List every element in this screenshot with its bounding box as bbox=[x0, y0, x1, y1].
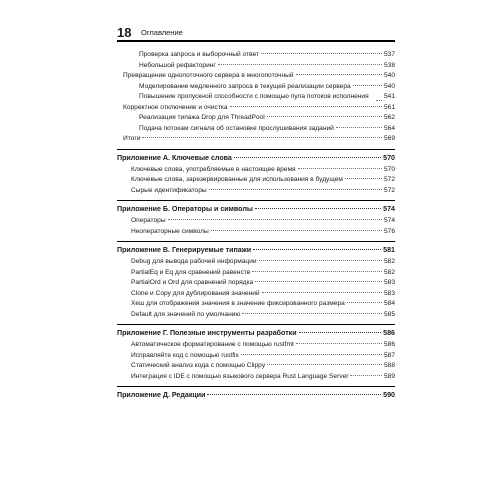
toc-entry-page: 561 bbox=[383, 103, 395, 111]
table-of-contents bbox=[117, 50, 395, 402]
toc-entry bbox=[117, 278, 395, 289]
toc-entry-title: Ключевые слова, употребляемые в настоящее время bbox=[131, 165, 296, 173]
page-header bbox=[117, 24, 395, 42]
toc-entry bbox=[117, 165, 395, 176]
toc-entry-title: Итоги bbox=[123, 135, 141, 142]
toc-entry-title: Операторы bbox=[131, 217, 166, 224]
toc-entry bbox=[117, 113, 395, 124]
toc-entry-page: 538 bbox=[383, 61, 395, 69]
dot-leader bbox=[207, 394, 381, 395]
toc-entry-page: 572 bbox=[383, 186, 395, 194]
toc-entry-page: 586 bbox=[383, 329, 395, 337]
toc-entry bbox=[117, 134, 395, 145]
toc-entry-page: 540 bbox=[383, 72, 395, 79]
dot-leader bbox=[267, 116, 382, 117]
toc-entry-title: Автоматическое форматирование с помощью rustfmt bbox=[131, 341, 294, 348]
dot-leader bbox=[242, 313, 382, 314]
toc-entry-page: 588 bbox=[383, 362, 395, 369]
toc-entry-title: Default для значений по умолчанию bbox=[131, 310, 241, 318]
dot-leader bbox=[218, 64, 382, 65]
dot-leader bbox=[241, 354, 382, 355]
toc-entry-title: Сырые идентификаторы bbox=[131, 186, 207, 194]
dot-leader bbox=[299, 332, 382, 333]
toc-entry bbox=[117, 61, 395, 72]
toc-entry-page: 570 bbox=[383, 153, 395, 162]
toc-entry-page: 589 bbox=[383, 372, 395, 380]
dot-leader bbox=[298, 168, 382, 169]
dot-leader bbox=[261, 53, 382, 54]
toc-entry-title: Реализация типажа Drop для ThreadPool bbox=[139, 114, 265, 121]
toc-entry-title: Clone и Copy для дублирования значений bbox=[131, 289, 260, 297]
toc-appendix-entry bbox=[117, 386, 395, 402]
toc-entry-title: Превращение однопоточного сервера в многопоточный bbox=[123, 72, 294, 79]
dot-leader bbox=[253, 249, 381, 250]
toc-entry bbox=[117, 175, 395, 186]
toc-entry-page: 582 bbox=[383, 268, 395, 276]
dot-leader bbox=[211, 230, 382, 231]
dot-leader bbox=[267, 364, 382, 365]
toc-entry-title: Проверка запроса и выборочный ответ bbox=[139, 51, 259, 58]
dot-leader bbox=[209, 189, 382, 190]
dot-leader bbox=[255, 208, 381, 209]
toc-entry bbox=[117, 351, 395, 362]
dot-leader bbox=[296, 74, 382, 75]
dot-leader bbox=[296, 343, 382, 344]
dot-leader bbox=[347, 302, 382, 303]
dot-leader bbox=[376, 100, 382, 101]
toc-entry bbox=[117, 299, 395, 310]
toc-entry-title: Интеграция с IDE с помощью языкового сервера Rust Language Server bbox=[131, 372, 349, 380]
toc-entry bbox=[117, 268, 395, 279]
dot-leader bbox=[262, 292, 382, 293]
toc-entry-page: 572 bbox=[383, 176, 395, 183]
toc-entry-page: 537 bbox=[383, 51, 395, 58]
toc-entry bbox=[117, 340, 395, 351]
toc-entry-page: 587 bbox=[383, 351, 395, 359]
toc-entry bbox=[117, 310, 395, 321]
toc-entry-page: 581 bbox=[383, 246, 395, 254]
toc-entry-page: 582 bbox=[383, 258, 395, 265]
dot-leader bbox=[345, 178, 382, 179]
toc-entry bbox=[117, 103, 395, 114]
toc-entry bbox=[117, 372, 395, 383]
toc-entry-page: 583 bbox=[383, 279, 395, 286]
toc-entry-title: PartialEq и Eq для сравнений равенств bbox=[131, 268, 251, 276]
dot-leader bbox=[353, 85, 382, 86]
toc-entry-page: 569 bbox=[383, 135, 395, 142]
toc-entry-page: 590 bbox=[383, 391, 395, 399]
toc-entry-title: Приложение Г. Полезные инструменты разработки bbox=[117, 329, 297, 337]
dot-leader bbox=[252, 271, 382, 272]
toc-entry bbox=[117, 50, 395, 61]
running-title: Оглавление bbox=[141, 27, 183, 37]
toc-entry-page: 564 bbox=[383, 124, 395, 132]
toc-entry-title: Моделирование медленного запроса в текущей реализации сервера bbox=[139, 82, 351, 90]
toc-entry-page: 574 bbox=[383, 205, 395, 213]
toc-entry-title: Приложение Б. Операторы и символы bbox=[117, 205, 253, 213]
toc-entry-title: Приложение Д. Редакции bbox=[117, 391, 206, 399]
toc-entry-page: 541 bbox=[384, 93, 396, 100]
dot-leader bbox=[350, 375, 382, 376]
toc-entry bbox=[117, 82, 395, 93]
toc-entry bbox=[117, 186, 395, 197]
toc-entry bbox=[117, 216, 395, 227]
toc-entry bbox=[117, 71, 395, 82]
toc-entry-page: 586 bbox=[383, 341, 395, 348]
toc-entry-page: 576 bbox=[383, 227, 395, 235]
toc-entry-title: Статический анализ кода с помощью Clippy bbox=[131, 362, 266, 369]
toc-entry-title: Приложение А. Ключевые слова bbox=[117, 153, 232, 162]
toc-appendix-entry bbox=[117, 324, 395, 340]
toc-entry-title: Хеш для отображения значения в значение фиксированного размера bbox=[131, 300, 345, 307]
toc-entry bbox=[117, 227, 395, 238]
toc-entry-title: Исправляйте код с помощью rustfix bbox=[131, 351, 239, 359]
toc-entry-title: Небольшой рефакторинг bbox=[139, 61, 216, 69]
toc-entry-page: 570 bbox=[383, 165, 395, 173]
toc-entry-page: 584 bbox=[383, 300, 395, 307]
toc-entry-title: Повышение пропускной способности с помощью пула потоков исполнения bbox=[139, 93, 369, 100]
toc-entry-title: Корректное отключение и очистка bbox=[123, 103, 228, 111]
dot-leader bbox=[142, 137, 382, 138]
dot-leader bbox=[336, 127, 382, 128]
toc-entry-page: 540 bbox=[383, 82, 395, 90]
toc-entry-page: 583 bbox=[383, 289, 395, 297]
page-number: 18 bbox=[117, 24, 132, 40]
toc-entry bbox=[117, 289, 395, 300]
toc-entry-title: Debug для вывода рабочей информации bbox=[131, 258, 257, 265]
toc-entry-title: Подача потокам сигнала об остановке прослушивания заданий bbox=[139, 124, 334, 132]
toc-appendix-entry bbox=[117, 149, 395, 165]
dot-leader bbox=[255, 281, 382, 282]
dot-leader bbox=[259, 260, 382, 261]
toc-entry-title: Приложение В. Генерируемые типажи bbox=[117, 246, 252, 254]
toc-entry bbox=[117, 92, 395, 103]
toc-entry-title: Ключевые слова, зарезервированные для использования в будущем bbox=[131, 176, 343, 183]
dot-leader bbox=[168, 219, 382, 220]
toc-entry-page: 562 bbox=[383, 114, 395, 121]
toc-entry bbox=[117, 361, 395, 372]
toc-appendix-entry bbox=[117, 200, 395, 216]
toc-entry bbox=[117, 257, 395, 268]
toc-entry-page: 585 bbox=[383, 310, 395, 318]
toc-appendix-entry bbox=[117, 241, 395, 257]
dot-leader bbox=[230, 106, 382, 107]
toc-entry-title: Неоператорные символы bbox=[131, 227, 209, 235]
dot-leader bbox=[234, 157, 381, 158]
toc-entry bbox=[117, 124, 395, 135]
toc-entry-page: 574 bbox=[383, 217, 395, 224]
toc-entry-title: PartialOrd и Ord для сравнений порядка bbox=[131, 279, 254, 286]
